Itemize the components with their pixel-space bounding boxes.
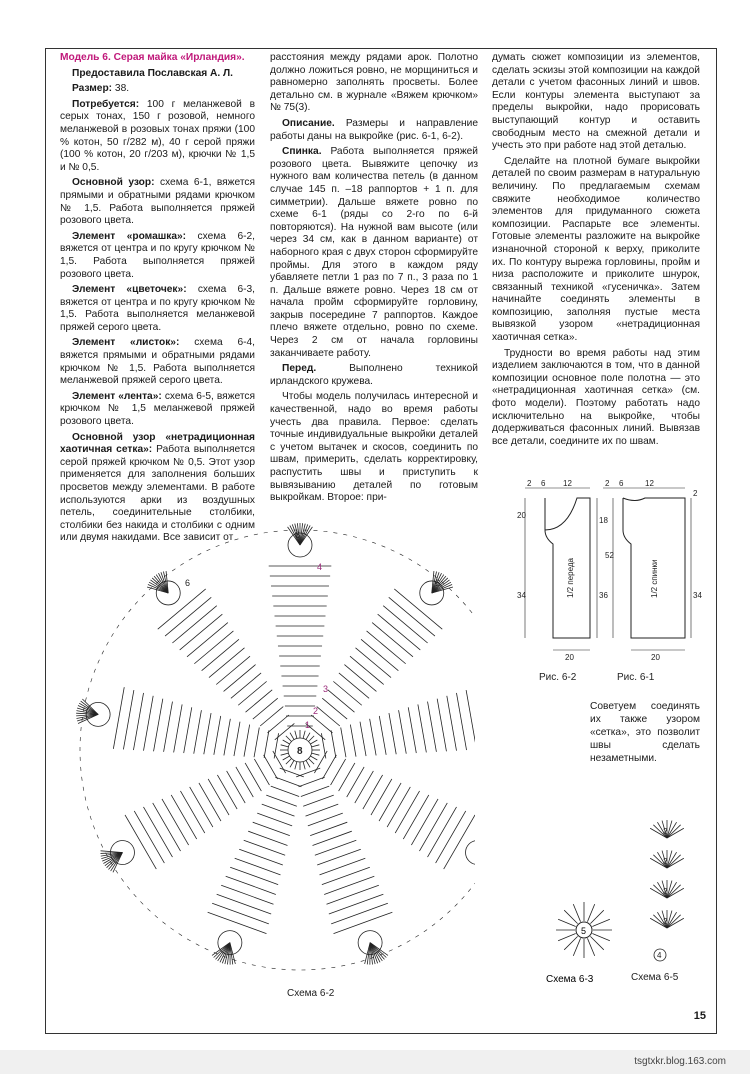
diagram-label-6-right: 6: [435, 578, 441, 588]
dim-back-2: 12: [645, 479, 654, 488]
diagram-label-6-left: 6: [185, 578, 191, 588]
dim-front-2: 12: [563, 479, 572, 488]
ribbon-label-0: 2: [663, 827, 668, 836]
caption-fig-6-1: Рис. 6-1: [617, 672, 655, 683]
page-number: 15: [693, 1010, 706, 1022]
caption-fig-6-2: Рис. 6-2: [539, 672, 577, 683]
pered-para: Перед. Выполнено техникой ирландского кружева.: [270, 363, 478, 387]
dim-back-1: 6: [619, 479, 624, 488]
dim-front-4: 18: [599, 516, 608, 525]
text-column-2: [270, 52, 478, 508]
ribbon-label-4: 4: [657, 951, 662, 960]
ribbon-label-2: 2: [663, 887, 668, 896]
advice-note: Советуем соединять их также узором «сетка», это позволит швы сделать незаметными.: [590, 701, 700, 764]
cvetochek-para: Элемент «цветочек»: схема 6-3, вяжется от центра и по кругу крючком № 1,5. Работа выполняется меланжевой пряжей серого цвета.: [60, 284, 256, 333]
diagram-label-2: 2: [313, 706, 319, 716]
caption-scheme-6-5: Схема 6-5: [631, 972, 679, 983]
crochet-ribbon-6-5: [625, 820, 710, 990]
dim-front-0: 2: [527, 479, 532, 488]
text-column-3: [492, 52, 700, 482]
dim-back-6: 20: [651, 653, 660, 662]
dim-back-5: 34: [693, 591, 702, 600]
dim-front-7: 20: [565, 653, 574, 662]
author-line: Предоставила Пославская А. Л.: [72, 67, 234, 79]
dim-back-0: 2: [605, 479, 610, 488]
col2-para-5: Чтобы модель получилась интересной и качественной, надо во время работы учесть два правила. Первое: сделать точные индивидуальные выкройки деталей с учетом вытачек и скосов, соединить по швам, примерить, сделать корректировку, распустить швы и приступить к вывязыванию деталей по готовым выкройкам. Второе: при-: [270, 391, 478, 504]
garment-patterns: [505, 478, 705, 688]
size-line: Размер: 38.: [72, 83, 130, 95]
col3-para-2: Сделайте на плотной бумаге выкройки деталей по своим размерам в натуральную величину. По предлагаемым схемам свяжите необходимое количество элементов для придуманного сюжета композиции. Распарьте все элементы. Готовые элементы разложите на выкройке изнаночной стороной к верху, приколите их. По контуру вырежа горловины, пройм и низа расположите и приколите шнурок, связанный техникой «гусеничка». Затем начинайте соединять элементы в композицию, заполняя пустые места вывязкой узором «нетрадиционная хаотичная сетка».: [492, 155, 700, 344]
flower-center-label: 5: [581, 926, 587, 936]
diagram-center-label: 8: [297, 746, 303, 757]
main-pattern-para: Основной узор: схема 6-1, вяжется прямыми и обратными рядами крючком № 1,5. Работа выполняется пряжей розового цвета.: [60, 177, 255, 227]
ribbon-label-1: 2: [663, 857, 668, 866]
dim-back-3: 2: [693, 489, 698, 498]
front-label: 1/2 переда: [566, 558, 575, 598]
col3-para-1: думать сюжет композиции из элементов, сделать эскизы этой композиции на каждой детали с учетом фасонных линий и швов. Если контуры элемента выступают за пределы выкройки, надо прорисовать выступающий контур и оставить свободным место на смежной детали и учесть это при работе над этой деталью.: [492, 52, 700, 152]
site-footer: [0, 1050, 750, 1074]
opisanie-para: Описание. Размеры и направление работы даны на выкройке (рис. 6-1, 6-2).: [270, 117, 478, 142]
diagram-label-1: 1: [305, 720, 311, 730]
col2-para-1: расстояния между рядами арок. Полотно должно ложиться ровно, не морщиниться и равномерно заполнять просветы. Более детально см. в журнале «Вяжем крючком» № 75(3).: [270, 52, 478, 114]
diagram-label-6-top: 6: [295, 530, 301, 540]
dim-front-6: 36: [599, 591, 608, 600]
listok-para: Элемент «листок»: схема 6-4, вяжется прямыми и обратными рядами крючком № 1,5. Работа выполняется меланжевой пряжей серого цвета.: [60, 337, 256, 387]
diagram-label-4: 4: [317, 562, 323, 572]
model-title: Модель 6. Серая майка «Ирландия».: [60, 52, 245, 63]
caption-scheme-6-2: Схема 6-2: [287, 988, 335, 998]
spinka-para: Спинка. Работа выполняется пряжей розового цвета. Вывяжите цепочку из нужного вам количества петель (в данном случае 145 п. –18 раппортов + 1 п. для симметрии). Дальше вяжете ровно по схеме 6-1 (ряды со 2-го по 6-й повторяются). На нужной вам высоте (или через 34 см, как в данном варианте) от наборного края с двух сторон сформируйте проймы. Для этого в каждом ряду убавляете петли 1 раз по 7 п., 3 раза по 1 п. Дальше вяжете ровно. Через 18 см от начала пройм сформируйте горловину, закрыв посередине 7 раппортов. Каждое плечо вяжете отдельно, ровно по схеме. Через 2 см от начала горловины заканчиваете работу.: [270, 146, 478, 359]
dim-front-1: 6: [541, 479, 546, 488]
col3-para-3: Трудности во время работы над этим изделием заключаются в том, что в данной композиции основное поле полотна — это «нетрадиционная хаотичная сетка» (см. фото модели). Поэтому работать надо исключительно на выкройке, чтобы додерживаться фасонных линий. Вывязав все детали, соедините их по швам.: [492, 347, 700, 447]
lenta-para: Элемент «лента»: схема 6-5, вяжется крючком № 1,5 меланжевой пряжей розового цвета.: [60, 390, 256, 428]
needs-para: Потребуется: 100 г меланжевой в серых тонах, 150 г розовой, немного меланжевой в розовых тонах пряжи (100 % котон, 50 г/282 м), 40 г серой пряжи (100 % котон, 20 г/203 м), крючки № 1,5 и № 0,5.: [60, 98, 255, 173]
text-column-1: [60, 52, 255, 548]
romashka-para: Элемент «ромашка»: схема 6-2, вяжется от центра и по кругу крючком № 1,5. Работа выполняется пряжей розового цвета.: [60, 230, 255, 280]
dim-front-5: 34: [517, 591, 526, 600]
diagram-label-3: 3: [323, 684, 329, 694]
dim-back-4: 52: [605, 551, 614, 560]
caption-scheme-6-3: Схема 6-3: [546, 974, 594, 985]
back-label: 1/2 спинки: [650, 559, 659, 598]
crochet-flower-6-3: [540, 890, 630, 990]
crochet-diagram-6-2: [55, 488, 475, 998]
dim-front-3: 20: [517, 511, 526, 520]
setka-para: Основной узор «нетрадиционная хаотичная сетка»: Работа выполняется серой пряжей крючком № 0,5. Этот узор применяется для заполнения больших просветов между элементами. В работе используются арки из воздушных петель, соединительные столбики, столбики без накида и столбики с одним или двумя накидами. Все зависит от: [60, 431, 255, 544]
ribbon-label-3: 2: [663, 917, 668, 926]
footer-url: tsgtxkr.blog.163.com: [634, 1056, 726, 1067]
